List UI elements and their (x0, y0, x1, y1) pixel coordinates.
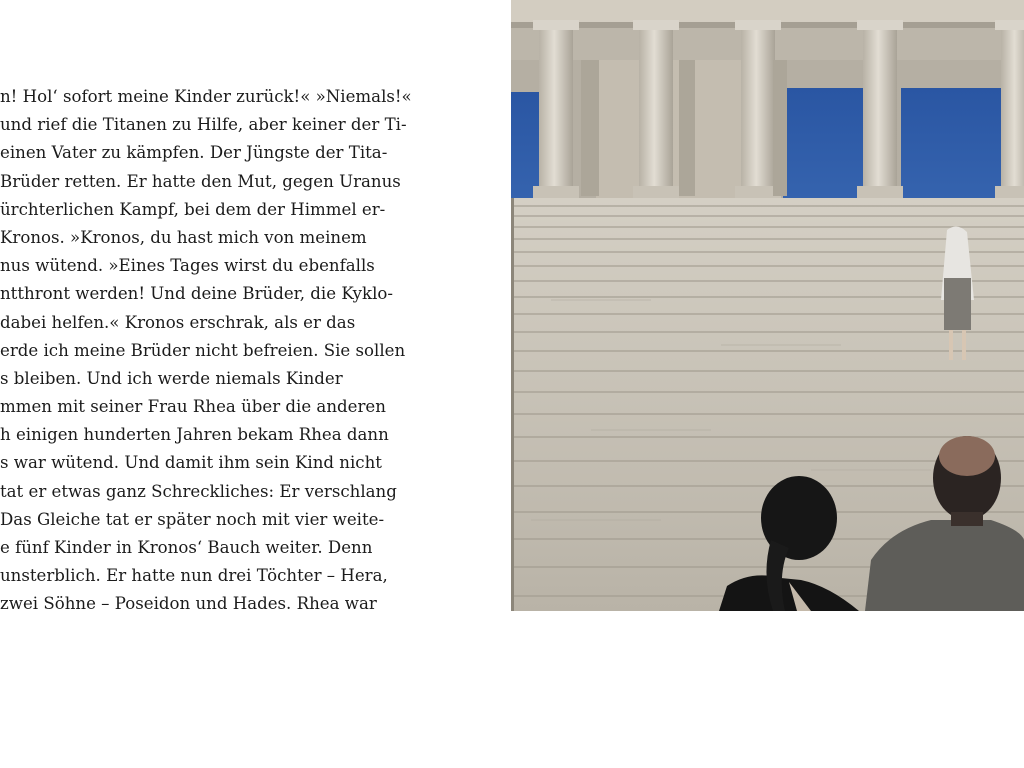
text-line: s war wütend. Und damit ihm sein Kind nicht (0, 453, 382, 473)
text-line: mmen mit seiner Frau Rhea über die anderen (0, 397, 386, 417)
text-line: s bleiben. Und ich werde niemals Kinder (0, 368, 343, 388)
museum-staircase-photo (511, 0, 1024, 611)
text-line: e fünf Kinder in Kronos‘ Bauch weiter. Denn (0, 538, 373, 557)
entablature (511, 0, 1024, 22)
text-line: dabei helfen.« Kronos erschrak, als er das (0, 312, 356, 332)
text-line: unsterblich. Er hatte nun drei Töchter – Hera, (0, 566, 388, 586)
column (1001, 28, 1024, 196)
text-line: Brüder retten. Er hatte den Mut, gegen Uranus (0, 171, 401, 191)
column (539, 28, 573, 196)
column (741, 28, 775, 196)
text-line: zwei Söhne – Poseidon und Hades. Rhea war (0, 594, 377, 614)
text-line: n! Hol‘ sofort meine Kinder zurück!« »Niemals!« (0, 87, 412, 106)
body-text-column (0, 83, 440, 619)
text-line: einen Vater zu kämpfen. Der Jüngste der Tita- (0, 143, 388, 163)
text-line: ntthront werden! Und deine Brüder, die Kyklo- (0, 284, 393, 304)
text-line: Kronos. »Kronos, du hast mich von meinem (0, 227, 367, 247)
text-line: h einigen hunderten Jahren bekam Rhea dann (0, 425, 389, 445)
column (639, 28, 673, 196)
column (863, 28, 897, 196)
text-line: nus wütend. »Eines Tages wirst du ebenfalls (0, 256, 375, 276)
text-line: und rief die Titanen zu Hilfe, aber keiner der Ti- (0, 115, 407, 135)
text-line: ürchterlichen Kampf, bei dem der Himmel er- (0, 199, 386, 219)
text-line: tat er etwas ganz Schreckliches: Er verschlang (0, 481, 397, 501)
text-line: Das Gleiche tat er später noch mit vier weite- (0, 509, 385, 529)
blue-wall-panel (901, 88, 1001, 198)
text-line: erde ich meine Brüder nicht befreien. Sie sollen (0, 340, 406, 360)
